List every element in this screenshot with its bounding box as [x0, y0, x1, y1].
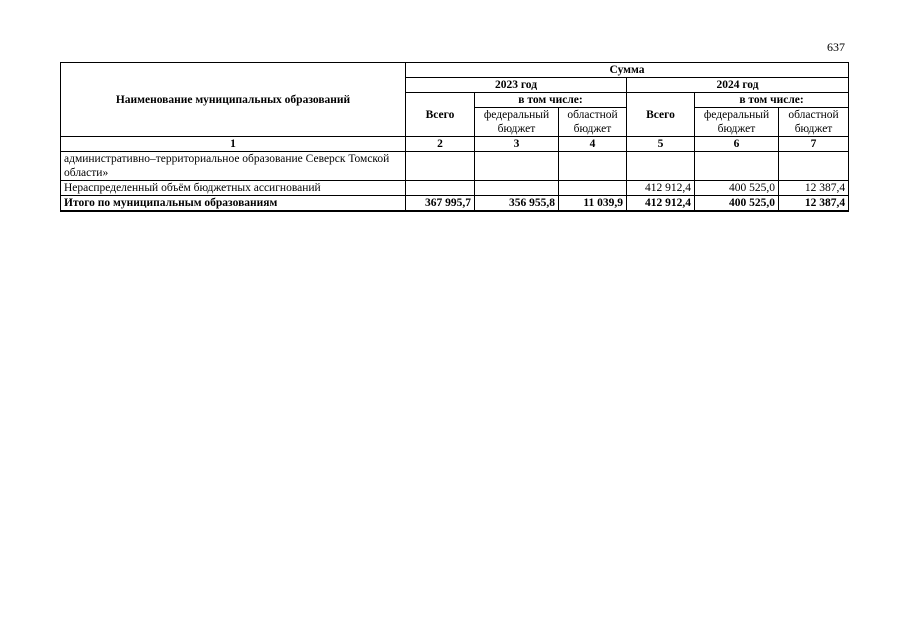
- cell: [779, 152, 849, 181]
- header-including-2024: в том числе:: [695, 93, 849, 108]
- header-name-column: Наименование муниципальных образований: [61, 63, 406, 137]
- total-cell: 367 995,7: [406, 196, 475, 212]
- cell: [695, 152, 779, 181]
- header-row-1: [61, 63, 849, 78]
- col-number: 5: [627, 137, 695, 152]
- col-number: 3: [475, 137, 559, 152]
- col-number: 4: [559, 137, 627, 152]
- cell: 12 387,4: [779, 181, 849, 196]
- cell: [475, 181, 559, 196]
- header-regional-2023: областной бюджет: [559, 108, 627, 137]
- total-cell: 11 039,9: [559, 196, 627, 212]
- column-number-row: [61, 137, 849, 152]
- cell: [559, 181, 627, 196]
- cell: [406, 152, 475, 181]
- header-federal-2023: федеральный бюджет: [475, 108, 559, 137]
- header-total-2023: Всего: [406, 93, 475, 137]
- header-federal-2024: федеральный бюджет: [695, 108, 779, 137]
- header-year-2023: 2023 год: [406, 78, 627, 93]
- row-name: административно–территориальное образование Северск Томской области»: [61, 152, 406, 181]
- cell: 400 525,0: [695, 181, 779, 196]
- total-row-name: Итого по муниципальным образованиям: [61, 196, 406, 212]
- col-number: 2: [406, 137, 475, 152]
- table-row: [61, 181, 849, 196]
- header-total-2024: Всего: [627, 93, 695, 137]
- cell: 412 912,4: [627, 181, 695, 196]
- total-cell: 412 912,4: [627, 196, 695, 212]
- total-cell: 12 387,4: [779, 196, 849, 212]
- header-regional-2024: областной бюджет: [779, 108, 849, 137]
- header-year-2024: 2024 год: [627, 78, 849, 93]
- total-cell: 400 525,0: [695, 196, 779, 212]
- header-including-2023: в том числе:: [475, 93, 627, 108]
- cell: [475, 152, 559, 181]
- table-row: [61, 152, 849, 181]
- total-row: [61, 196, 849, 212]
- budget-table: [60, 62, 849, 212]
- cell: [406, 181, 475, 196]
- col-number: 7: [779, 137, 849, 152]
- total-cell: 356 955,8: [475, 196, 559, 212]
- cell: [559, 152, 627, 181]
- cell: [627, 152, 695, 181]
- col-number: 6: [695, 137, 779, 152]
- page-number: 637: [827, 40, 845, 54]
- col-number: 1: [61, 137, 406, 152]
- row-name: Нераспределенный объём бюджетных ассигнований: [61, 181, 406, 196]
- header-sum: Сумма: [406, 63, 849, 78]
